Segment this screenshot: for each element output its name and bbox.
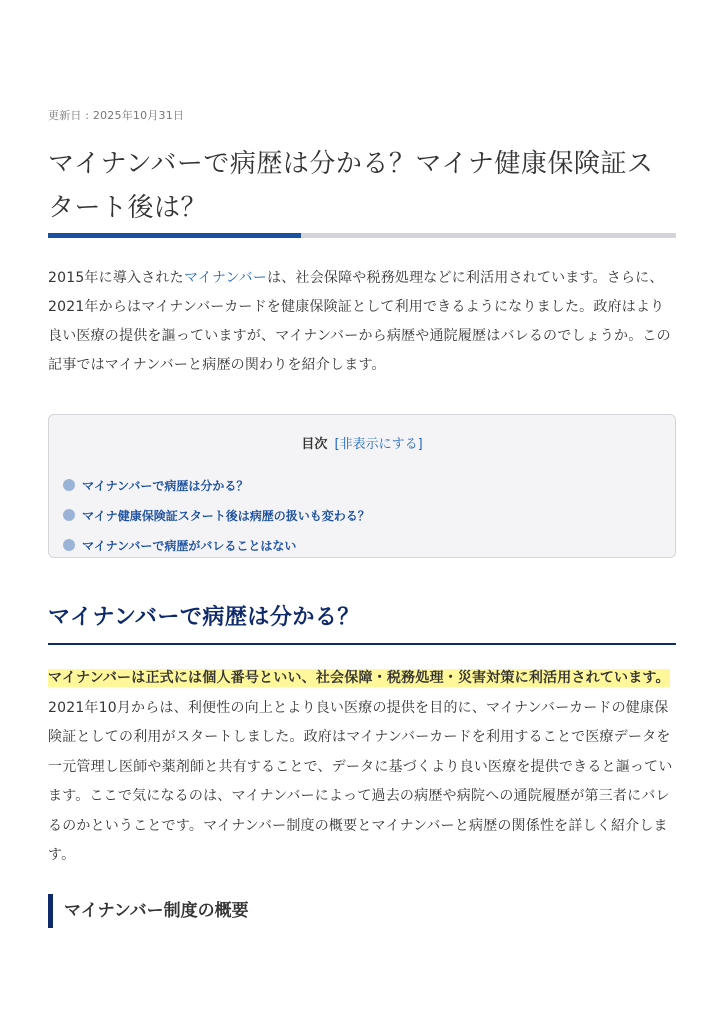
intro-paragraph — [48, 264, 676, 380]
mynumber-link[interactable]: マイナンバー — [183, 270, 268, 286]
toc-title: 目次 — [301, 437, 328, 452]
toc-list — [63, 470, 370, 560]
intro-text-before: 2015年に導入された — [48, 270, 184, 286]
bullet-dot-icon — [63, 509, 75, 521]
toc-item[interactable] — [63, 500, 370, 530]
intro-text-after: は、社会保障や税務処理などに利活用されています。さらに、2021年からはマイナンバーカードを健康保険証として利用できるようになりました。政府はより良い医療の提供を謳っていますが、マイナンバーから病歴や通院履歴はバレるのでしょうか。この記事ではマイナンバーと病歴の関わりを紹介します。 — [48, 270, 671, 373]
title-underline — [48, 233, 676, 238]
toc-item-label[interactable]: マイナ健康保険証スタート後は病歴の扱いも変わる？ — [82, 508, 370, 523]
section-paragraph — [48, 664, 676, 871]
subsection-heading: マイナンバー制度の概要 — [48, 894, 676, 928]
bullet-dot-icon — [63, 479, 75, 491]
section-heading: マイナンバーで病歴は分かる？ — [48, 605, 360, 630]
toc-item-label[interactable]: マイナンバーで病歴がバレることはない — [82, 538, 297, 553]
bullet-dot-icon — [63, 539, 75, 551]
toc-item[interactable] — [63, 530, 370, 560]
toc-item-label[interactable]: マイナンバーで病歴は分かる？ — [82, 478, 249, 493]
section-heading-rule — [48, 643, 676, 645]
table-of-contents — [48, 414, 676, 558]
section-body-text: 2021年10月からは、利便性の向上とより良い医療の提供を目的に、マイナンバーカードの健康保険証としての利用がスタートしました。政府はマイナンバーカードを利用することで医療データを一元管理し医師や薬剤師と共有することで、データに基づくより良い医療を提供できると謳っています。ここで気になるのは、マイナンバーによって過去の病歴や病院への通院履歴が第三者にバレるのかということです。マイナンバー制度の概要とマイナンバーと病歴の関係性を詳しく紹介します。 — [48, 699, 673, 863]
page-title: マイナンバーで病歴は分かる？マイナ健康保険証スタート後は？ — [48, 149, 654, 223]
toc-toggle-link[interactable]: [非表示にする] — [334, 437, 423, 452]
title-underline-accent — [48, 233, 301, 238]
toc-header — [49, 433, 675, 452]
toc-item[interactable] — [63, 470, 370, 500]
highlighted-text: マイナンバーは正式には個人番号といい、社会保障・税務処理・災害対策に利活用されています。 — [48, 670, 670, 686]
updated-date: 更新日 : 2025年10月31日 — [48, 109, 185, 122]
